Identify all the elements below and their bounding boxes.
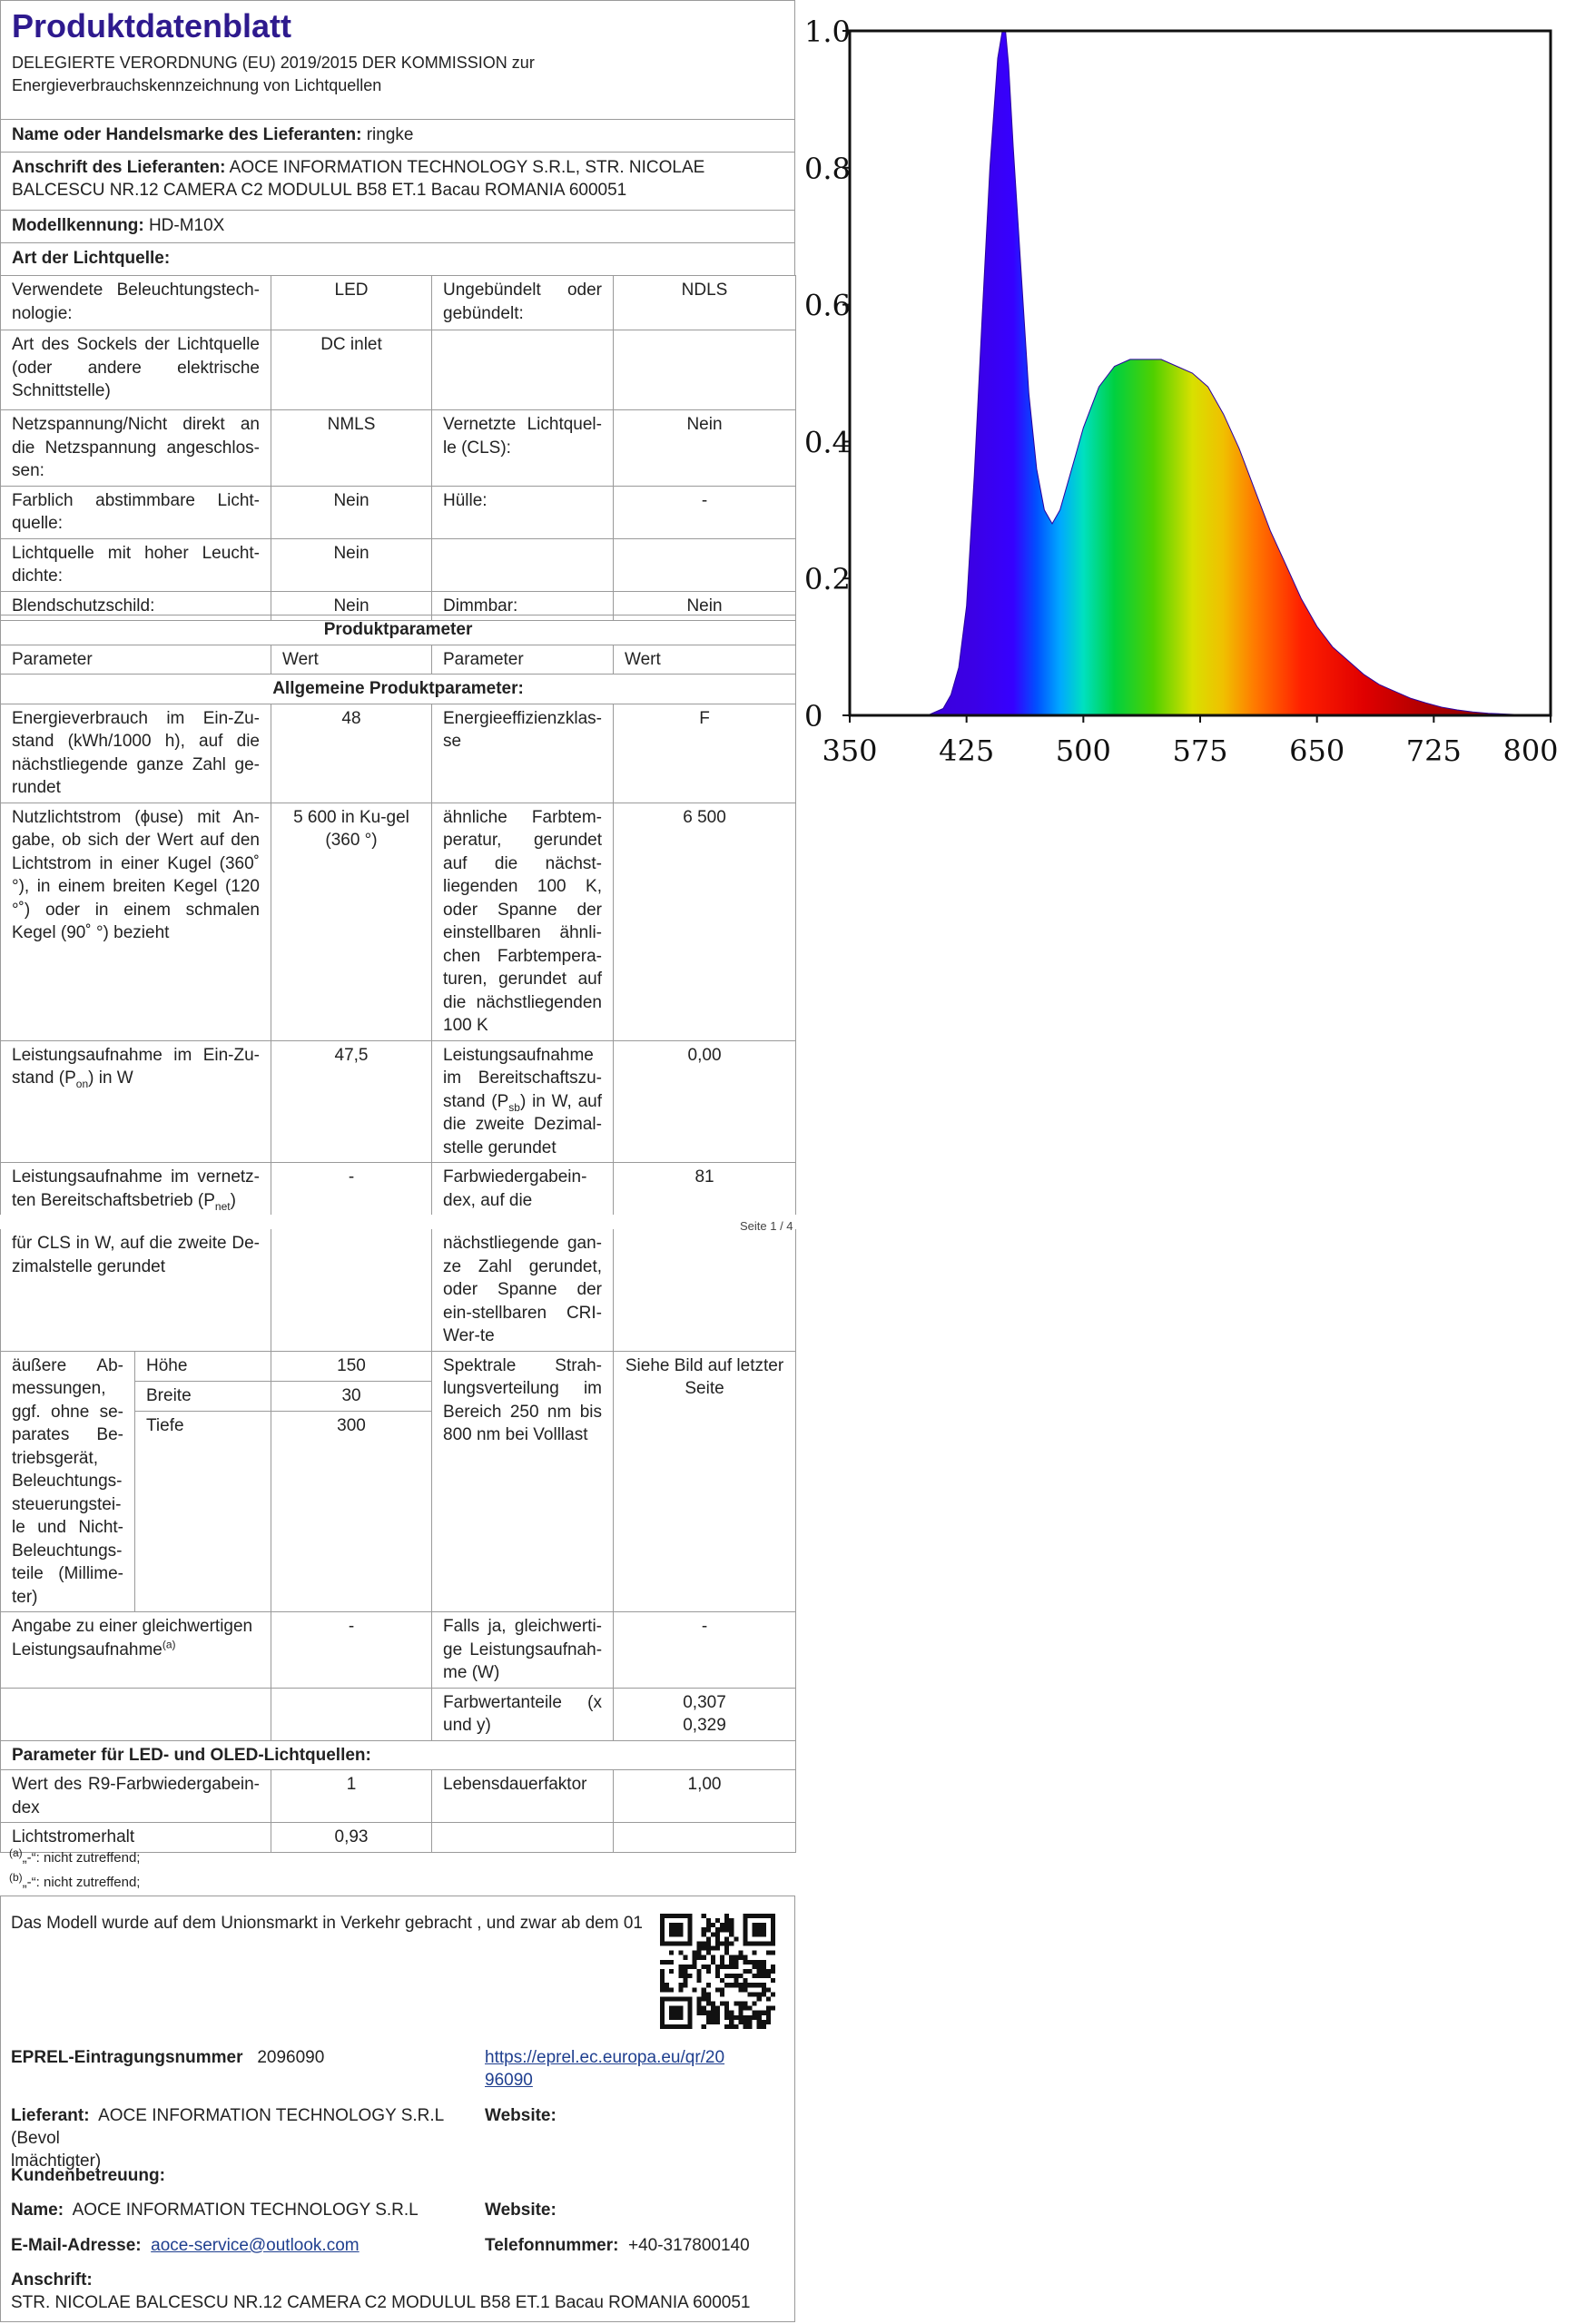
value-cell: 6 500 xyxy=(614,803,796,1040)
value-cell: 1 xyxy=(271,1770,432,1823)
eprel-link[interactable] xyxy=(485,2046,724,2092)
param-cell: Spektrale Strah-lungsverteilung im Bereich 250 nm bis 800 nm bei Volllast xyxy=(432,1351,614,1612)
y-axis-ticks xyxy=(804,15,851,734)
phone-value: +40-317800140 xyxy=(628,2236,750,2255)
spectrum-chart xyxy=(799,0,1576,781)
regulation-line-2: Energieverbrauchskennzeichnung von Lichtquellen xyxy=(12,76,382,94)
x-tick-label: 725 xyxy=(1405,734,1462,768)
value-cell: Nein xyxy=(614,591,796,621)
eprel-link-line-2[interactable]: 96090 xyxy=(485,2071,533,2090)
eprel-number-row xyxy=(11,2046,324,2069)
table-row xyxy=(1,1040,796,1163)
value-cell: 81 xyxy=(614,1163,796,1216)
param-cell xyxy=(1,1688,271,1740)
table-row xyxy=(1,1163,796,1216)
subsection-title: Allgemeine Produktparameter: xyxy=(1,675,796,704)
table-row xyxy=(1,410,796,487)
table-row xyxy=(1,330,796,410)
y-tick-label: 0.2 xyxy=(804,562,851,597)
model-value: HD-M10X xyxy=(148,216,225,235)
x-tick-label: 425 xyxy=(939,734,995,768)
model-label: Modellkennung: xyxy=(12,216,144,235)
value-cell: NDLS xyxy=(614,276,796,330)
param-cell: Farbwertanteile (x und y) xyxy=(432,1688,614,1740)
phone-row xyxy=(485,2234,750,2257)
dimension-name: Breite xyxy=(135,1381,271,1411)
param-cell: Energieverbrauch im Ein-Zu-stand (kWh/1000 h), auf die nächstliegende ganze Zahl ge-rundet xyxy=(1,704,271,803)
lightsource-type-label: Art der Lichtquelle: xyxy=(12,249,171,268)
param-cell: Dimmbar: xyxy=(432,591,614,621)
param-cell xyxy=(432,330,614,410)
param-cell: Angabe zu einer gleichwertigen Leistungsaufnahme$^{(a)}$ xyxy=(1,1612,271,1689)
footnote-b: $^{(b)}$„-“: nicht zutreffend; xyxy=(9,1871,141,1890)
supplier-row xyxy=(11,2104,483,2172)
product-params-table-continued xyxy=(0,1229,796,1853)
value-cell: 0,93 xyxy=(271,1823,432,1853)
table-row xyxy=(1,1229,796,1351)
param-cell: Netzspannung/Nicht direkt an die Netzspannung angeschlos-sen: xyxy=(1,410,271,487)
param-cell: Farbwiedergabein-dex, auf die xyxy=(432,1163,614,1216)
page-title: Produktdatenblatt xyxy=(12,7,292,44)
supplier-address-label: Anschrift des Lieferanten: xyxy=(12,158,226,177)
param-cell: Leistungsaufnahme im Bereitschaftszu-stand $(P_{sb})$ in W, auf die zweite Dezimal-stelle gerundet xyxy=(432,1040,614,1163)
dimension-value: 30 xyxy=(271,1381,432,1411)
param-cell: Blendschutzschild: xyxy=(1,591,271,621)
value-cell: Siehe Bild auf letzter Seite xyxy=(614,1351,796,1612)
param-cell: ähnliche Farbtem-peratur, gerundet auf die nächst-liegenden 100 K, oder Spanne der einstellbaren ähnli-chen Farbtempera-turen, gerundet auf die nächstliegenden 100 K xyxy=(432,803,614,1040)
table-header-row xyxy=(1,645,796,675)
website-label-2: Website: xyxy=(485,2201,557,2220)
supplier-name-label: Name oder Handelsmarke des Lieferanten: xyxy=(12,125,362,144)
supplier-address-value: AOCE INFORMATION TECHNOLOGY S.R.L, STR. NICOLAE BALCESCU NR.12 CAMERA C2 MODULUL B58 ET.1 Bacau ROMANIA 600051 xyxy=(12,158,705,200)
param-cell: Leistungsaufnahme im Ein-Zu-stand $(P_{on})$ in W xyxy=(1,1040,271,1163)
x-tick-label: 575 xyxy=(1172,734,1228,768)
address-label: Anschrift: xyxy=(11,2270,93,2290)
x-tick-label: 500 xyxy=(1055,734,1111,768)
section-title: Produktparameter xyxy=(1,615,796,645)
param-cell: Lichtstromerhalt xyxy=(1,1823,271,1853)
column-header: Wert xyxy=(614,645,796,675)
value-cell: - xyxy=(271,1163,432,1216)
value-cell: Nein xyxy=(271,538,432,591)
param-cell: Wert des R9-Farbwiedergabein-dex xyxy=(1,1770,271,1823)
supplier-label: Lieferant: xyxy=(11,2106,90,2125)
param-cell xyxy=(432,1823,614,1853)
dimension-value: 150 xyxy=(271,1351,432,1381)
service-name-label: Name: xyxy=(11,2201,64,2220)
y-tick-label: 0.4 xyxy=(804,425,851,460)
dimension-name: Höhe xyxy=(135,1351,271,1381)
column-header: Parameter xyxy=(432,645,614,675)
y-tick-label: 0 xyxy=(804,699,823,734)
value-cell: 0,307 0,329 xyxy=(614,1688,796,1740)
value-cell: 1,00 xyxy=(614,1770,796,1823)
table-row xyxy=(1,704,796,803)
dimension-name: Tiefe xyxy=(135,1411,271,1611)
qr-code-image[interactable] xyxy=(660,1914,775,2029)
header-block xyxy=(0,0,795,119)
product-params-table xyxy=(0,615,796,1215)
customer-service-label: Kundenbetreuung: xyxy=(11,2166,165,2185)
supplier-name-row xyxy=(0,119,795,152)
value-cell: 47,5 xyxy=(271,1040,432,1163)
service-name-row xyxy=(11,2199,419,2221)
eprel-number: 2096090 xyxy=(257,2048,325,2067)
value-cell xyxy=(614,1823,796,1853)
value-cell xyxy=(271,1229,432,1351)
value-cell xyxy=(271,1688,432,1740)
y-tick-label: 1.0 xyxy=(804,15,851,49)
value-cell: F xyxy=(614,704,796,803)
value-cell: Nein xyxy=(614,410,796,487)
x-tick-label: 350 xyxy=(822,734,878,768)
footnote-a: $^{(a)}$„-“: nicht zutreffend; xyxy=(9,1846,141,1866)
value-cell: LED xyxy=(271,276,432,330)
supplier-address-row xyxy=(0,152,795,210)
value-cell: DC inlet xyxy=(271,330,432,410)
address-value: STR. NICOLAE BALCESCU NR.12 CAMERA C2 MODULUL B58 ET.1 Bacau ROMANIA 600051 xyxy=(11,2293,751,2312)
param-cell: Art des Sockels der Lichtquelle (oder andere elektrische Schnittstelle) xyxy=(1,330,271,410)
x-axis-ticks xyxy=(822,715,1558,768)
dimension-value: 300 xyxy=(271,1411,432,1611)
value-cell: - xyxy=(271,1612,432,1689)
param-cell: Vernetzte Lichtquel-le (CLS): xyxy=(432,410,614,487)
x-tick-label: 800 xyxy=(1502,734,1559,768)
y-tick-label: 0.6 xyxy=(804,288,851,323)
subsection-title: Parameter für LED- und OLED-Lichtquellen: xyxy=(1,1740,796,1770)
column-header: Parameter xyxy=(1,645,271,675)
table-row xyxy=(1,1351,796,1381)
value-cell: - xyxy=(614,1612,796,1689)
service-name-value: AOCE INFORMATION TECHNOLOGY S.R.L xyxy=(72,2201,419,2220)
lightsource-type-row xyxy=(0,242,795,275)
spectrum-area xyxy=(850,31,1551,715)
value-cell: 0,00 xyxy=(614,1040,796,1163)
market-date-text: Das Modell wurde auf dem Unionsmarkt in Verkehr gebracht , und zwar ab dem 01 xyxy=(11,1914,643,1933)
param-cell: Nutzlichtstrom (ϕuse) mit An-gabe, ob sich der Wert auf den Lichtstrom in einer Kugel (360˚ °), in einem breiten Kegel (120 °˚) oder in einem schmalen Kegel (90˚ °) bezieht xyxy=(1,803,271,1040)
param-cell: Ungebündelt oder gebündelt: xyxy=(432,276,614,330)
table-row xyxy=(1,1770,796,1823)
table-row xyxy=(1,538,796,591)
param-cell: Falls ja, gleichwerti-ge Leistungsaufnah-me (W) xyxy=(432,1612,614,1689)
column-header: Wert xyxy=(271,645,432,675)
value-cell xyxy=(614,538,796,591)
param-cell: Leistungsaufnahme im vernetz-ten Bereitschaftsbetrieb $(P_{net})$ xyxy=(1,1163,271,1216)
param-cell: Lichtquelle mit hoher Leucht-dichte: xyxy=(1,538,271,591)
param-cell: für CLS in W, auf die zweite De-zimalstelle gerundet xyxy=(1,1229,271,1351)
param-cell: Verwendete Beleuchtungstech-nologie: xyxy=(1,276,271,330)
website-label: Website: xyxy=(485,2106,557,2125)
param-cell: Energieeffizienzklas-se xyxy=(432,704,614,803)
email-label: E-Mail-Adresse: xyxy=(11,2236,142,2255)
email-row xyxy=(11,2234,360,2257)
eprel-label: EPREL-Eintragungsnummer xyxy=(11,2048,243,2067)
param-cell: nächstliegende gan-ze Zahl gerundet, oder Spanne der ein-stellbaren CRI-Wer-te xyxy=(432,1229,614,1351)
page-number: Seite 1 / 4 xyxy=(740,1219,793,1233)
value-cell xyxy=(614,1229,796,1351)
value-cell: 48 xyxy=(271,704,432,803)
supplier-value-line-2: lmächtigter) xyxy=(11,2152,102,2171)
table-row xyxy=(1,276,796,330)
table-row xyxy=(1,486,796,538)
dimensions-label: äußere Ab-messungen, ggf. ohne se-parates Be-triebsgerät, Beleuchtungs-steuerungstei-le und Nicht-Beleuchtungs-teile (Millime-ter) xyxy=(1,1351,135,1612)
lightsource-table xyxy=(0,275,796,621)
param-cell: Lebensdauerfaktor xyxy=(432,1770,614,1823)
phone-label: Telefonnummer: xyxy=(485,2236,619,2255)
value-cell: - xyxy=(614,486,796,538)
value-cell: Nein xyxy=(271,486,432,538)
x-tick-label: 650 xyxy=(1289,734,1345,768)
supplier-value-line-1: AOCE INFORMATION TECHNOLOGY S.R.L (Bevol xyxy=(11,2106,444,2148)
email-link[interactable]: aoce-service@outlook.com xyxy=(151,2236,360,2255)
param-cell: Hülle: xyxy=(432,486,614,538)
param-cell xyxy=(432,538,614,591)
table-row xyxy=(1,803,796,1040)
table-row xyxy=(1,1688,796,1740)
eprel-link-line-1[interactable]: https://eprel.ec.europa.eu/qr/20 xyxy=(485,2048,725,2067)
value-cell xyxy=(614,330,796,410)
supplier-name-value: ringke xyxy=(366,125,414,144)
regulation-line-1: DELEGIERTE VERORDNUNG (EU) 2019/2015 DER KOMMISSION zur xyxy=(12,54,535,72)
table-row xyxy=(1,1612,796,1689)
y-tick-label: 0.8 xyxy=(804,151,851,186)
model-row xyxy=(0,210,795,242)
value-cell: 5 600 in Ku-gel (360 °) xyxy=(271,803,432,1040)
param-cell: Farblich abstimmbare Licht-quelle: xyxy=(1,486,271,538)
value-cell: Nein xyxy=(271,591,432,621)
value-cell: NMLS xyxy=(271,410,432,487)
